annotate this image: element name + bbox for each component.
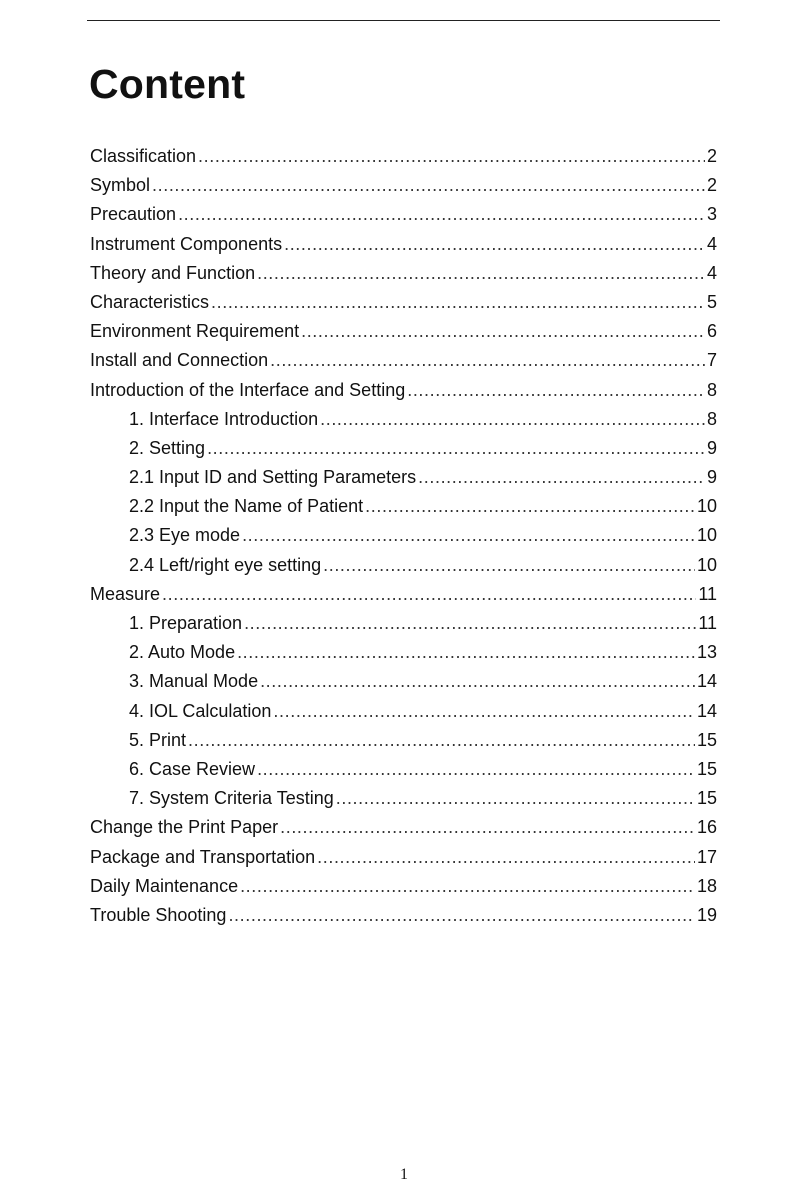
toc-dot-leader xyxy=(365,492,695,521)
toc-entry[interactable] xyxy=(90,755,717,784)
toc-entry-title: 1. Interface Introduction xyxy=(129,408,319,429)
toc-entry-page: 16 xyxy=(696,817,717,838)
toc-entry-page: 8 xyxy=(706,379,717,400)
toc-entry-title: 2.2 Input the Name of Patient xyxy=(129,496,364,517)
toc-entry-title: Introduction of the Interface and Setting xyxy=(90,379,406,400)
toc-entry[interactable] xyxy=(90,521,717,550)
toc-entry-title: 1. Preparation xyxy=(129,613,243,633)
toc-entry-title: 2. Setting xyxy=(129,437,206,458)
toc-dot-leader xyxy=(198,142,705,171)
toc-dot-leader xyxy=(323,551,695,580)
header-rule xyxy=(87,20,720,21)
toc-entry-title: 7. System Criteria Testing xyxy=(129,788,334,809)
toc-entry[interactable] xyxy=(90,200,717,229)
toc-entry[interactable] xyxy=(90,434,717,463)
toc-entry-page: 5 xyxy=(706,291,717,312)
toc-entry-page: 7 xyxy=(706,350,717,371)
toc-entry[interactable] xyxy=(90,638,717,667)
toc-entry[interactable] xyxy=(90,551,717,580)
toc-entry[interactable] xyxy=(90,171,717,200)
toc-entry-page: 8 xyxy=(706,408,717,429)
toc-entry[interactable] xyxy=(90,376,717,405)
toc-entry-title: Symbol xyxy=(90,175,151,196)
toc-entry-title: Environment Requirement xyxy=(90,321,300,342)
toc-dot-leader xyxy=(211,288,705,317)
toc-dot-leader xyxy=(284,230,705,259)
toc-entry-title: Install and Connection xyxy=(90,350,269,371)
toc-entry-page: 2 xyxy=(706,146,717,166)
toc-entry[interactable] xyxy=(90,580,717,609)
toc-entry-page: 10 xyxy=(696,525,717,546)
toc-entry[interactable] xyxy=(90,492,717,521)
table-of-contents xyxy=(90,142,717,930)
toc-entry-title: 2.1 Input ID and Setting Parameters xyxy=(129,467,417,488)
toc-entry[interactable] xyxy=(90,259,717,288)
toc-entry-page: 9 xyxy=(706,467,717,488)
toc-entry-page: 6 xyxy=(706,321,717,342)
toc-dot-leader xyxy=(418,463,705,492)
toc-dot-leader xyxy=(228,901,695,930)
toc-dot-leader xyxy=(320,405,705,434)
toc-entry[interactable] xyxy=(90,813,717,842)
toc-dot-leader xyxy=(257,259,705,288)
toc-entry[interactable] xyxy=(90,463,717,492)
toc-entry-page: 2 xyxy=(706,175,717,196)
toc-dot-leader xyxy=(178,200,705,229)
toc-entry-page: 15 xyxy=(696,729,717,750)
toc-dot-leader xyxy=(242,521,695,550)
toc-entry[interactable] xyxy=(90,843,717,872)
toc-entry[interactable] xyxy=(90,667,717,696)
toc-dot-leader xyxy=(336,784,695,813)
page-title: Content xyxy=(89,61,246,107)
toc-entry-title: 2. Auto Mode xyxy=(129,642,236,663)
toc-entry-title: 4. IOL Calculation xyxy=(129,700,272,721)
toc-dot-leader xyxy=(244,609,696,638)
toc-entry-title: 5. Print xyxy=(129,729,187,750)
toc-dot-leader xyxy=(152,171,705,200)
toc-dot-leader xyxy=(162,580,696,609)
toc-entry[interactable] xyxy=(90,609,717,638)
toc-entry[interactable] xyxy=(90,230,717,259)
toc-dot-leader xyxy=(317,843,695,872)
toc-entry[interactable] xyxy=(90,346,717,375)
toc-entry-page: 4 xyxy=(706,262,717,283)
toc-entry[interactable] xyxy=(90,784,717,813)
toc-entry-title: Daily Maintenance xyxy=(90,875,239,896)
toc-entry-page: 10 xyxy=(696,496,717,517)
toc-entry-title: 2.4 Left/right eye setting xyxy=(129,554,322,575)
toc-entry[interactable] xyxy=(90,697,717,726)
toc-entry[interactable] xyxy=(90,288,717,317)
toc-dot-leader xyxy=(240,872,695,901)
toc-dot-leader xyxy=(270,346,705,375)
toc-entry-title: Instrument Components xyxy=(90,233,283,254)
toc-entry-title: Characteristics xyxy=(90,291,210,312)
toc-dot-leader xyxy=(301,317,705,346)
toc-entry-page: 13 xyxy=(696,642,717,663)
toc-entry-page: 9 xyxy=(706,437,717,458)
toc-entry[interactable] xyxy=(90,901,717,930)
toc-dot-leader xyxy=(407,376,705,405)
toc-entry[interactable] xyxy=(90,405,717,434)
toc-entry-page: 3 xyxy=(706,204,717,225)
toc-entry-title: 6. Case Review xyxy=(129,758,256,779)
page-number: 1 xyxy=(400,1166,408,1183)
toc-entry-page: 19 xyxy=(696,904,717,925)
toc-entry-title: 3. Manual Mode xyxy=(129,671,259,692)
toc-entry-page: 17 xyxy=(696,846,717,867)
toc-entry-page: 11 xyxy=(698,613,717,633)
toc-entry-title: Precaution xyxy=(90,204,177,225)
toc-dot-leader xyxy=(260,667,695,696)
toc-entry[interactable] xyxy=(90,317,717,346)
toc-entry[interactable] xyxy=(90,142,717,171)
toc-entry-title: Trouble Shooting xyxy=(90,904,227,925)
toc-dot-leader xyxy=(237,638,695,667)
toc-dot-leader xyxy=(280,813,695,842)
toc-entry[interactable] xyxy=(90,872,717,901)
toc-entry-page: 18 xyxy=(696,875,717,896)
toc-entry-title: Classification xyxy=(90,146,197,166)
toc-entry[interactable] xyxy=(90,726,717,755)
toc-entry-page: 11 xyxy=(698,583,717,604)
toc-entry-page: 10 xyxy=(696,554,717,575)
toc-dot-leader xyxy=(257,755,695,784)
toc-dot-leader xyxy=(273,697,695,726)
toc-entry-title: Theory and Function xyxy=(90,262,256,283)
toc-entry-title: Measure xyxy=(90,583,161,604)
toc-entry-page: 4 xyxy=(706,233,717,254)
toc-entry-page: 15 xyxy=(696,758,717,779)
toc-entry-title: 2.3 Eye mode xyxy=(129,525,241,546)
toc-entry-title: Package and Transportation xyxy=(90,846,316,867)
toc-dot-leader xyxy=(207,434,705,463)
toc-entry-page: 15 xyxy=(696,788,717,809)
toc-entry-title: Change the Print Paper xyxy=(90,817,279,838)
toc-entry-page: 14 xyxy=(696,700,717,721)
toc-entry-page: 14 xyxy=(696,671,717,692)
toc-dot-leader xyxy=(188,726,695,755)
